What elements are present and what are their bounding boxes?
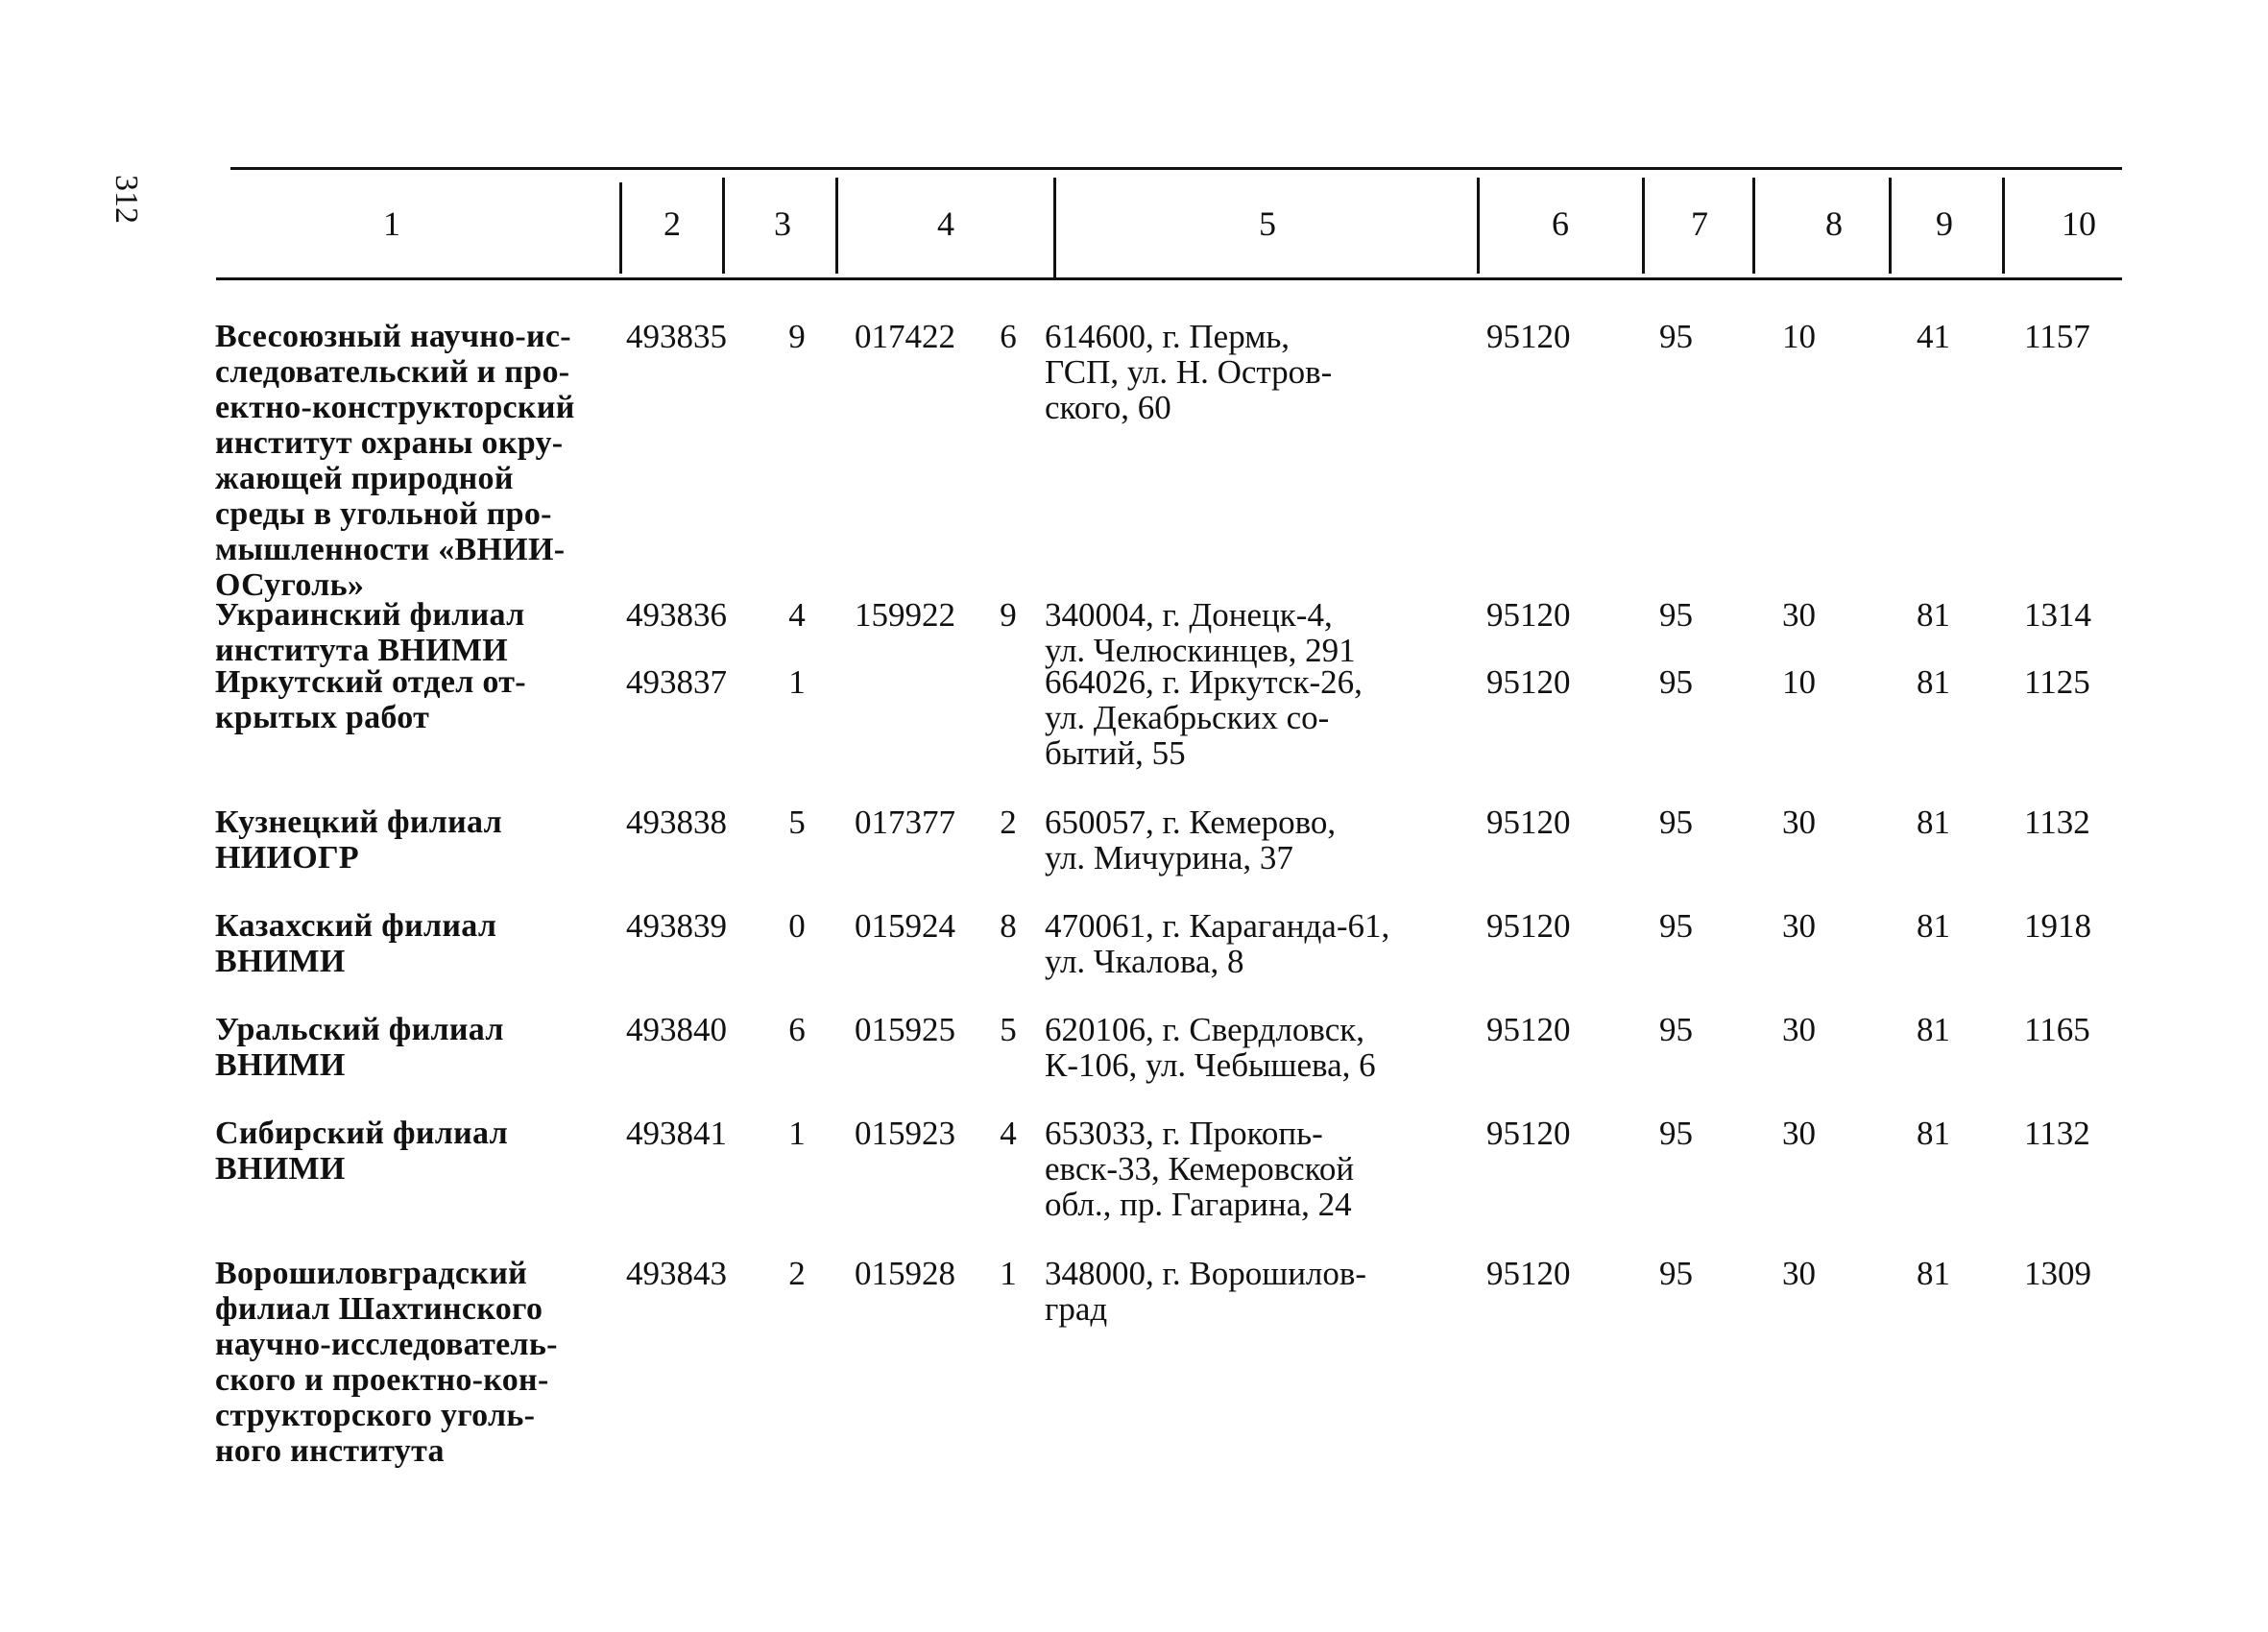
okonh-digit-cell: 9 xyxy=(1000,596,1017,634)
value-cell-8: 10 xyxy=(1782,663,1816,701)
header-divider xyxy=(1889,178,1892,274)
header-divider xyxy=(1752,178,1755,274)
value-cell-7: 95 xyxy=(1659,663,1693,701)
value-cell-9: 41 xyxy=(1917,318,1950,355)
okonh-digit-cell: 5 xyxy=(1000,1011,1017,1048)
address-cell: 340004, г. Донецк-4, ул. Челюскинцев, 291 xyxy=(1045,596,1356,669)
header-divider xyxy=(2002,178,2005,274)
value-cell-9: 81 xyxy=(1917,804,1950,841)
value-cell-6: 95120 xyxy=(1486,663,1571,701)
header-divider xyxy=(1642,178,1645,274)
org-name: Кузнецкий филиал НИИОГР xyxy=(215,804,502,876)
column-header: 5 xyxy=(1259,204,1276,243)
org-name: Сибирский филиал ВНИМИ xyxy=(215,1116,508,1187)
check-digit-cell: 9 xyxy=(788,318,806,355)
value-cell-8: 30 xyxy=(1782,804,1816,841)
code-cell: 493835 xyxy=(626,318,727,355)
value-cell-6: 95120 xyxy=(1486,318,1571,355)
column-header: 9 xyxy=(1936,204,1953,243)
column-header: 8 xyxy=(1825,204,1843,243)
address-cell: 348000, г. Ворошилов- град xyxy=(1045,1255,1367,1328)
okonh-code-cell: 017422 xyxy=(855,318,955,355)
check-digit-cell: 4 xyxy=(788,596,806,634)
column-header: 7 xyxy=(1691,204,1708,243)
org-name: Казахский филиал ВНИМИ xyxy=(215,908,497,979)
check-digit-cell: 6 xyxy=(788,1011,806,1048)
column-header: 6 xyxy=(1552,204,1569,243)
org-name: Ворошиловградский филиал Шахтинского научно-исследователь- ского и проектно-кон- структорского уголь- ного института xyxy=(215,1256,558,1469)
check-digit-cell: 1 xyxy=(788,663,806,701)
column-header: 4 xyxy=(937,204,954,243)
value-cell-6: 95120 xyxy=(1486,907,1571,945)
header-bottom-rule xyxy=(216,277,2122,280)
value-cell-8: 10 xyxy=(1782,318,1816,355)
value-cell-8: 30 xyxy=(1782,1011,1816,1048)
value-cell-6: 95120 xyxy=(1486,1011,1571,1048)
header-divider xyxy=(722,178,725,274)
check-digit-cell: 1 xyxy=(788,1115,806,1152)
okonh-digit-cell: 4 xyxy=(1000,1115,1017,1152)
value-cell-8: 30 xyxy=(1782,596,1816,634)
code-cell: 493837 xyxy=(626,663,727,701)
header-divider xyxy=(835,178,838,274)
header-divider xyxy=(619,182,622,274)
okonh-digit-cell: 2 xyxy=(1000,804,1017,841)
check-digit-cell: 5 xyxy=(788,804,806,841)
okonh-digit-cell: 6 xyxy=(1000,318,1017,355)
column-header: 2 xyxy=(664,204,681,243)
address-cell: 653033, г. Прокопь- евск-33, Кемеровской обл., пр. Гагарина, 24 xyxy=(1045,1115,1355,1223)
org-name: Украинский филиал института ВНИМИ xyxy=(215,597,525,668)
value-cell-10: 1125 xyxy=(2024,663,2090,701)
value-cell-10: 1157 xyxy=(2024,318,2090,355)
column-header: 10 xyxy=(2062,204,2096,243)
header-divider xyxy=(1477,178,1480,274)
okonh-digit-cell: 8 xyxy=(1000,907,1017,945)
value-cell-7: 95 xyxy=(1659,1255,1693,1292)
value-cell-8: 30 xyxy=(1782,1255,1816,1292)
address-cell: 650057, г. Кемерово, ул. Мичурина, 37 xyxy=(1045,804,1337,876)
value-cell-7: 95 xyxy=(1659,318,1693,355)
value-cell-9: 81 xyxy=(1917,1255,1950,1292)
okonh-digit-cell: 1 xyxy=(1000,1255,1017,1292)
check-digit-cell: 2 xyxy=(788,1255,806,1292)
value-cell-9: 81 xyxy=(1917,907,1950,945)
page-number: 312 xyxy=(109,175,144,224)
okonh-code-cell: 015923 xyxy=(855,1115,955,1152)
column-header: 1 xyxy=(383,204,400,243)
value-cell-10: 1165 xyxy=(2024,1011,2090,1048)
value-cell-7: 95 xyxy=(1659,1011,1693,1048)
value-cell-9: 81 xyxy=(1917,1115,1950,1152)
code-cell: 493841 xyxy=(626,1115,727,1152)
value-cell-10: 1132 xyxy=(2024,1115,2090,1152)
value-cell-7: 95 xyxy=(1659,1115,1693,1152)
okonh-code-cell: 159922 xyxy=(855,596,955,634)
code-cell: 493838 xyxy=(626,804,727,841)
value-cell-10: 1132 xyxy=(2024,804,2090,841)
value-cell-7: 95 xyxy=(1659,804,1693,841)
check-digit-cell: 0 xyxy=(788,907,806,945)
okonh-code-cell: 015924 xyxy=(855,907,955,945)
value-cell-9: 81 xyxy=(1917,1011,1950,1048)
header-divider xyxy=(1053,178,1056,278)
org-name: Уральский филиал ВНИМИ xyxy=(215,1012,504,1083)
value-cell-7: 95 xyxy=(1659,596,1693,634)
address-cell: 614600, г. Пермь, ГСП, ул. Н. Остров- ского, 60 xyxy=(1045,318,1333,426)
value-cell-10: 1918 xyxy=(2024,907,2091,945)
value-cell-9: 81 xyxy=(1917,663,1950,701)
org-name: Иркутский отдел от- крытых работ xyxy=(215,664,526,735)
address-cell: 664026, г. Иркутск-26, ул. Декабрьских со- бытий, 55 xyxy=(1045,663,1363,772)
value-cell-6: 95120 xyxy=(1486,1115,1571,1152)
value-cell-10: 1314 xyxy=(2024,596,2091,634)
address-cell: 470061, г. Караганда-61, ул. Чкалова, 8 xyxy=(1045,907,1390,980)
code-cell: 493840 xyxy=(626,1011,727,1048)
value-cell-8: 30 xyxy=(1782,1115,1816,1152)
code-cell: 493839 xyxy=(626,907,727,945)
top-rule xyxy=(230,167,2122,170)
code-cell: 493836 xyxy=(626,596,727,634)
value-cell-6: 95120 xyxy=(1486,804,1571,841)
value-cell-8: 30 xyxy=(1782,907,1816,945)
okonh-code-cell: 015928 xyxy=(855,1255,955,1292)
value-cell-7: 95 xyxy=(1659,907,1693,945)
column-header: 3 xyxy=(774,204,791,243)
value-cell-10: 1309 xyxy=(2024,1255,2091,1292)
value-cell-6: 95120 xyxy=(1486,1255,1571,1292)
value-cell-6: 95120 xyxy=(1486,596,1571,634)
code-cell: 493843 xyxy=(626,1255,727,1292)
okonh-code-cell: 015925 xyxy=(855,1011,955,1048)
org-name: Всесоюзный научно-ис- следовательский и про- ектно-конструкторский институт охраны окру- жающей природной среды в угольной про- мышленности «ВНИИ- ОСуголь» xyxy=(215,319,575,603)
okonh-code-cell: 017377 xyxy=(855,804,955,841)
address-cell: 620106, г. Свердловск, К-106, ул. Чебышева, 6 xyxy=(1045,1011,1376,1084)
value-cell-9: 81 xyxy=(1917,596,1950,634)
